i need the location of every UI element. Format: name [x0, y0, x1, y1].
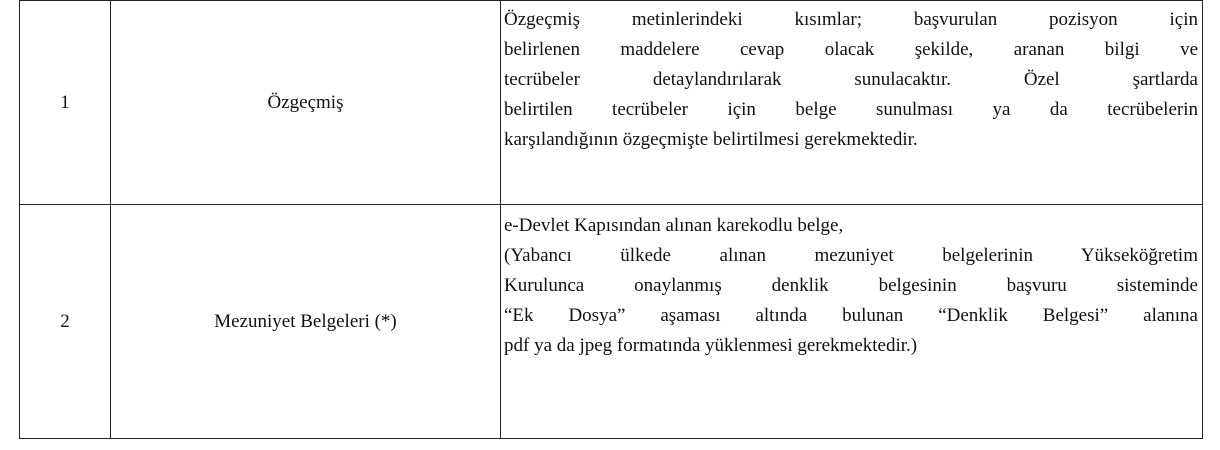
document-name: Mezuniyet Belgeleri (*) [111, 205, 501, 439]
description-line: (Yabancı ülkede alınan mezuniyet belgelerinin Yükseköğretim [504, 245, 1198, 266]
description-line: belirlenen maddelere cevap olacak şekilde, aranan bilgi ve [504, 39, 1198, 60]
description-line: “Ek Dosya” aşaması altında bulunan “Denklik Belgesi” alanına [504, 305, 1198, 326]
requirements-table [19, 0, 1203, 439]
row-number: 1 [20, 1, 111, 205]
document-description [501, 1, 1203, 205]
description-line: tecrübeler detaylandırılarak sunulacaktır. Özel şartlarda [504, 69, 1198, 90]
description-line: belirtilen tecrübeler için belge sunulması ya da tecrübelerin [504, 99, 1198, 120]
description-line: Özgeçmiş metinlerindeki kısımlar; başvurulan pozisyon için [504, 9, 1198, 30]
description-line: Kurulunca onaylanmış denklik belgesinin başvuru sisteminde [504, 275, 1198, 296]
document-name: Özgeçmiş [111, 1, 501, 205]
description-line: e-Devlet Kapısından alınan karekodlu belge, [504, 215, 844, 236]
table-row [20, 1, 1203, 205]
description-line: pdf ya da jpeg formatında yüklenmesi gerekmektedir.) [504, 335, 918, 356]
description-line: karşılandığının özgeçmişte belirtilmesi gerekmektedir. [504, 129, 918, 150]
document-description [501, 205, 1203, 439]
row-number: 2 [20, 205, 111, 439]
table-row [20, 205, 1203, 439]
